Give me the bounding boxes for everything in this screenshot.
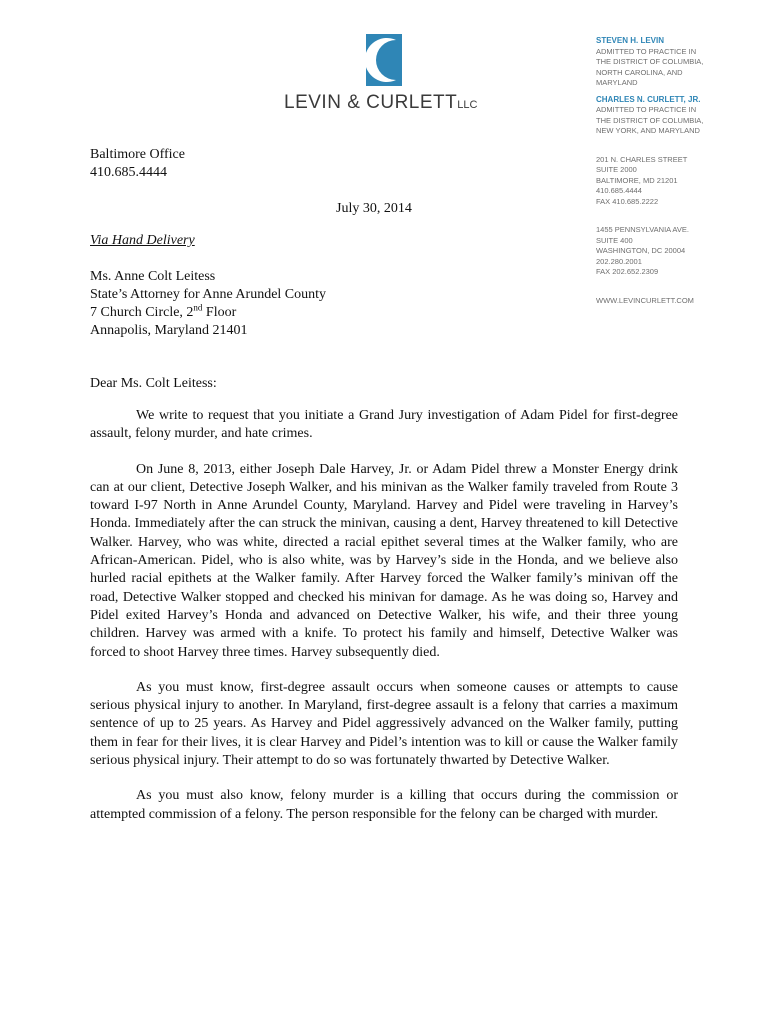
recipient-name: Ms. Anne Colt Leitess xyxy=(90,269,216,284)
office-name: Baltimore Office xyxy=(90,147,185,162)
recipient-title: State’s Attorney for Anne Arundel County xyxy=(90,287,327,302)
attorney-admission: NEW YORK, AND MARYLAND xyxy=(596,126,700,135)
letter-date: July 30, 2014 xyxy=(336,201,412,216)
letter-body xyxy=(90,407,678,841)
firm-logo xyxy=(284,34,494,118)
attorney-name: STEVEN H. LEVIN xyxy=(596,36,665,45)
attorney-block xyxy=(596,36,764,89)
website-link: WWW.LEVINCURLETT.COM xyxy=(596,295,694,305)
attorney-block xyxy=(596,95,764,137)
attorney-name: CHARLES N. CURLETT, JR. xyxy=(596,94,701,104)
office-address-baltimore: 201 N. CHARLES STREET SUITE 2000 BALTIMORE, MD 21201 410.685.4444 FAX 410.685.2222 xyxy=(596,154,688,206)
attorney-admission: ADMITTED TO PRACTICE IN xyxy=(596,105,697,114)
firm-suffix: LLC xyxy=(457,99,478,111)
office-phone: 410.685.4444 xyxy=(90,165,167,180)
recipient-city: Annapolis, Maryland 21401 xyxy=(90,323,248,338)
salutation: Dear Ms. Colt Leitess: xyxy=(90,376,217,391)
body-paragraph: As you must know, first-degree assault occurs when someone causes or attempts to cause serious physical injury to another. In Maryland, first-degree assault is a felony that carries a maximum sentence of up to 25 years. As Harvey and Pidel aggressively advanced on the Walker family, putting them in fear for their lives, it is clear Harvey and Pidel’s intention was to kill or cause the Walker family serious physical injury. Their attempt to do so was fortunately thwarted by Detective Walker. xyxy=(90,679,678,769)
attorney-admission: NORTH CAROLINA, AND xyxy=(596,67,683,77)
delivery-method: Via Hand Delivery xyxy=(90,233,195,248)
office-address-washington: 1455 PENNSYLVANIA AVE. SUITE 400 WASHINGTON, DC 20004 202.280.2001 FAX 202.652.2309 xyxy=(596,225,689,276)
body-paragraph: As you must also know, felony murder is a killing that occurs during the commission or attempted commission of a felony. The person responsible for the felony can be charged with murder. xyxy=(90,788,678,822)
sender-office xyxy=(90,146,185,182)
recipient-address xyxy=(90,268,326,340)
body-paragraph: On June 8, 2013, either Joseph Dale Harvey, Jr. or Adam Pidel threw a Monster Energy drink can at our client, Detective Joseph Walker, and his minivan as the Walker family traveled from Route 3 toward I-97 North in Anne Arundel County, Maryland. Harvey and Pidel were traveling in Harvey’s Honda. Immediately after the can struck the minivan, causing a dent, Harvey threatened to kill Detective Walker. Harvey, who was white, directed a racial epithet several times at the Walker family, who are African-American. Pidel, who is also white, was by Harvey’s side in the Honda, and we believe also hurled racial epithets at the Walker family. After Harvey forced the Walker family’s minivan off the road, Detective Walker stopped and checked his minivan for damage. As he was doing so, Harvey and Pidel exited Harvey’s Honda and advanced on Detective Walker, his wife, and their three young children. Harvey was armed with a knife. To protect his family and himself, Detective Walker was forced to shoot Harvey three times. Harvey subsequently died. xyxy=(90,461,678,660)
attorney-admission: MARYLAND xyxy=(596,78,638,87)
recipient-street: 7 Church Circle, 2nd Floor xyxy=(90,302,237,320)
firm-name: LEVIN & CURLETTLLC xyxy=(284,92,478,113)
attorney-admission: THE DISTRICT OF COLUMBIA, xyxy=(596,57,704,66)
letterhead-sidebar xyxy=(596,36,764,306)
body-paragraph: We write to request that you initiate a Grand Jury investigation of Adam Pidel for first-degree assault, felony murder, and hate crimes. xyxy=(90,408,678,442)
attorney-admission: ADMITTED TO PRACTICE IN xyxy=(596,46,697,56)
attorney-admission: THE DISTRICT OF COLUMBIA, xyxy=(596,115,704,125)
crescent-logo-icon xyxy=(366,34,402,86)
